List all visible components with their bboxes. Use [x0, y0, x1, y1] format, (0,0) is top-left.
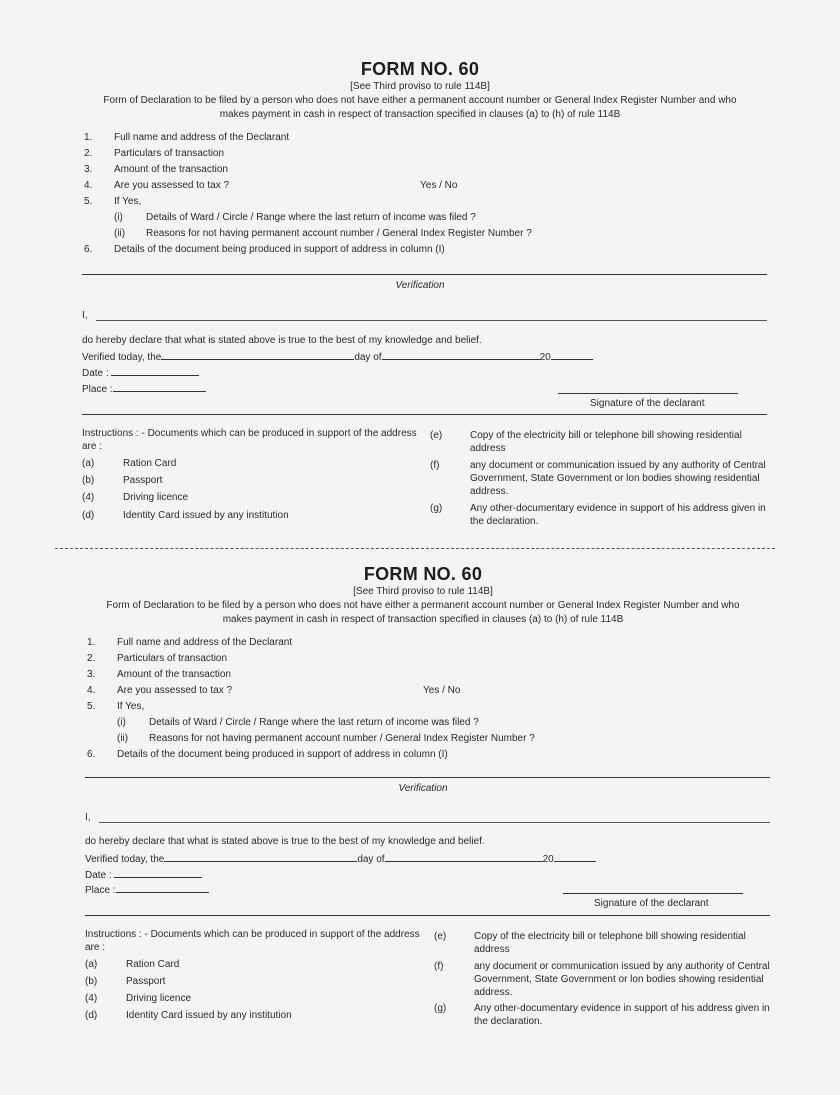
form-60-top — [0, 58, 840, 527]
verified-row — [85, 852, 596, 865]
declaration-statement: do hereby declare that what is stated above is true to the best of my knowledge and belief. — [82, 335, 482, 346]
doc-d — [85, 1009, 97, 1022]
doc-c-text: Driving licence — [123, 492, 189, 503]
place-field[interactable] — [116, 883, 209, 893]
date-row — [85, 868, 202, 881]
day-of-label: day of — [354, 352, 382, 363]
sub-item-text: Reasons for not having permanent account number / General Index Register Number ? — [146, 228, 532, 239]
form-intro: Form of Declaration to be filed by a person who does not have either a permanent account number or General Index Register Number and who makes payment in cash in respect of transaction specified in clauses (a) to (h) of rule 114B — [106, 600, 740, 625]
yes-no-option: Yes / No — [423, 685, 461, 696]
place-label: Place : — [85, 885, 116, 896]
date-label: Date : — [85, 870, 112, 881]
year-field[interactable] — [554, 852, 596, 862]
item-number: 4. — [84, 180, 93, 191]
item-text: Are you assessed to tax ? — [117, 685, 233, 696]
doc-number: (b) — [82, 475, 95, 486]
doc-c — [82, 491, 94, 504]
doc-number: (d) — [82, 510, 95, 521]
doc-number: (4) — [82, 492, 95, 503]
form-title: FORM NO. 60 — [360, 59, 480, 79]
place-row — [85, 883, 209, 896]
verified-today-label: Verified today, the — [85, 854, 165, 865]
form-intro: Form of Declaration to be filed by a person who does not have either a permanent account number or General Index Register Number and who makes payment in cash in respect of transaction specified in clauses (a) to (h) of rule 114B — [103, 95, 737, 120]
section-divider — [82, 414, 767, 415]
doc-b-text: Passport — [126, 976, 166, 987]
sub-item-number: (i) — [114, 212, 123, 223]
sub-item-text: Details of Ward / Circle / Range where the last return of income was filed ? — [146, 212, 476, 223]
verified-today-label: Verified today, the — [82, 352, 162, 363]
declarant-name-field[interactable] — [99, 822, 770, 823]
yes-no-option: Yes / No — [420, 180, 458, 191]
doc-g-text: Any other-documentary evidence in support of his address given in the declaration. — [474, 1003, 770, 1027]
sub-item-number: (ii) — [114, 228, 126, 239]
item-number: 3. — [87, 669, 96, 680]
section-divider — [82, 274, 767, 275]
item-text: Details of the document being produced in support of address in column (I) — [114, 244, 445, 255]
doc-a — [85, 958, 97, 971]
cut-line — [55, 548, 775, 549]
doc-e-text: Copy of the electricity bill or telephone bill showing residential address — [474, 931, 746, 955]
doc-number: (a) — [82, 458, 95, 469]
doc-number: (a) — [85, 959, 98, 970]
item-text: Full name and address of the Declarant — [117, 637, 293, 648]
item-number: 5. — [87, 701, 96, 712]
doc-f: (f) — [430, 460, 440, 471]
item-number: 3. — [84, 164, 93, 175]
declaration-statement: do hereby declare that what is stated above is true to the best of my knowledge and belief. — [85, 836, 485, 847]
doc-f-text: any document or communication issued by any authority of Central Government, State Government or lon bodies showing residential address. — [470, 460, 766, 497]
doc-c — [85, 992, 97, 1005]
item-number: 1. — [84, 132, 93, 143]
doc-e: (e) — [434, 931, 447, 942]
instructions-intro: Instructions : - Documents which can be produced in support of the address are : — [85, 929, 420, 953]
doc-f-text: any document or communication issued by any authority of Central Government, State Government or lon bodies showing residential address. — [474, 961, 770, 998]
sub-item-number: (i) — [117, 717, 126, 728]
day-of-label: day of — [357, 854, 385, 865]
item-text: Particulars of transaction — [117, 653, 228, 664]
date-field[interactable] — [111, 366, 199, 376]
signature-label: Signature of the declarant — [594, 898, 709, 909]
item-text: Particulars of transaction — [114, 148, 225, 159]
item-number: 5. — [84, 196, 93, 207]
place-field[interactable] — [113, 382, 206, 392]
item-text: Full name and address of the Declarant — [114, 132, 290, 143]
item-text: If Yes, — [117, 701, 145, 712]
date-label: Date : — [82, 368, 109, 379]
doc-c-text: Driving licence — [126, 993, 192, 1004]
verified-row — [82, 350, 593, 363]
form-items — [0, 131, 840, 255]
item-number: 2. — [87, 653, 96, 664]
year-prefix: 20 — [539, 352, 551, 363]
doc-e-text: Copy of the electricity bill or telephone bill showing residential address — [470, 430, 742, 454]
verified-date-field[interactable] — [164, 852, 357, 862]
doc-b-text: Passport — [123, 475, 163, 486]
year-field[interactable] — [551, 350, 593, 360]
doc-a-text: Ration Card — [123, 458, 177, 469]
doc-d-text: Identity Card issued by any institution — [126, 1010, 292, 1021]
doc-a — [82, 457, 94, 470]
doc-d-text: Identity Card issued by any institution — [123, 510, 289, 521]
doc-g: (g) — [434, 1003, 447, 1014]
declarant-name-field[interactable] — [96, 320, 767, 321]
item-number: 6. — [87, 749, 96, 760]
declarant-name-label: I, — [82, 310, 88, 321]
signature-field[interactable] — [558, 393, 738, 394]
item-text: Amount of the transaction — [117, 669, 231, 680]
date-row — [82, 366, 199, 379]
sub-item-text: Details of Ward / Circle / Range where the last return of income was filed ? — [149, 717, 479, 728]
doc-a-text: Ration Card — [126, 959, 180, 970]
signature-field[interactable] — [563, 893, 743, 894]
date-field[interactable] — [114, 868, 202, 878]
doc-f: (f) — [434, 961, 444, 972]
item-number: 4. — [87, 685, 96, 696]
doc-number: (b) — [85, 976, 98, 987]
item-text: Details of the document being produced in support of address in column (I) — [117, 749, 448, 760]
doc-b — [85, 975, 97, 988]
doc-g-text: Any other-documentary evidence in support of his address given in the declaration. — [470, 503, 766, 527]
declarant-name-label: I, — [85, 812, 91, 823]
form-title: FORM NO. 60 — [363, 564, 483, 584]
month-field[interactable] — [382, 350, 540, 360]
place-label: Place : — [82, 384, 113, 395]
item-text: Are you assessed to tax ? — [114, 180, 230, 191]
item-number: 1. — [87, 637, 96, 648]
doc-d — [82, 509, 94, 522]
item-text: If Yes, — [114, 196, 142, 207]
item-number: 2. — [84, 148, 93, 159]
form-proviso: [See Third proviso to rule 114B] — [350, 81, 490, 92]
verified-date-field[interactable] — [161, 350, 354, 360]
form-60-bottom — [3, 563, 840, 1027]
doc-e: (e) — [430, 430, 443, 441]
doc-number: (4) — [85, 993, 98, 1004]
item-number: 6. — [84, 244, 93, 255]
doc-g: (g) — [430, 503, 443, 514]
form-proviso: [See Third proviso to rule 114B] — [353, 586, 493, 597]
section-divider — [85, 777, 770, 778]
verification-heading: Verification — [395, 280, 445, 291]
signature-label: Signature of the declarant — [590, 398, 705, 409]
form-items — [3, 636, 840, 760]
doc-b — [82, 474, 94, 487]
item-text: Amount of the transaction — [114, 164, 228, 175]
year-prefix: 20 — [542, 854, 554, 865]
section-divider — [85, 915, 770, 916]
verification-heading: Verification — [398, 783, 448, 794]
instructions-intro: Instructions : - Documents which can be produced in support of the address are : — [82, 428, 417, 452]
sub-item-number: (ii) — [117, 733, 129, 744]
month-field[interactable] — [385, 852, 543, 862]
doc-number: (d) — [85, 1010, 98, 1021]
sub-item-text: Reasons for not having permanent account number / General Index Register Number ? — [149, 733, 535, 744]
place-row — [82, 382, 206, 395]
